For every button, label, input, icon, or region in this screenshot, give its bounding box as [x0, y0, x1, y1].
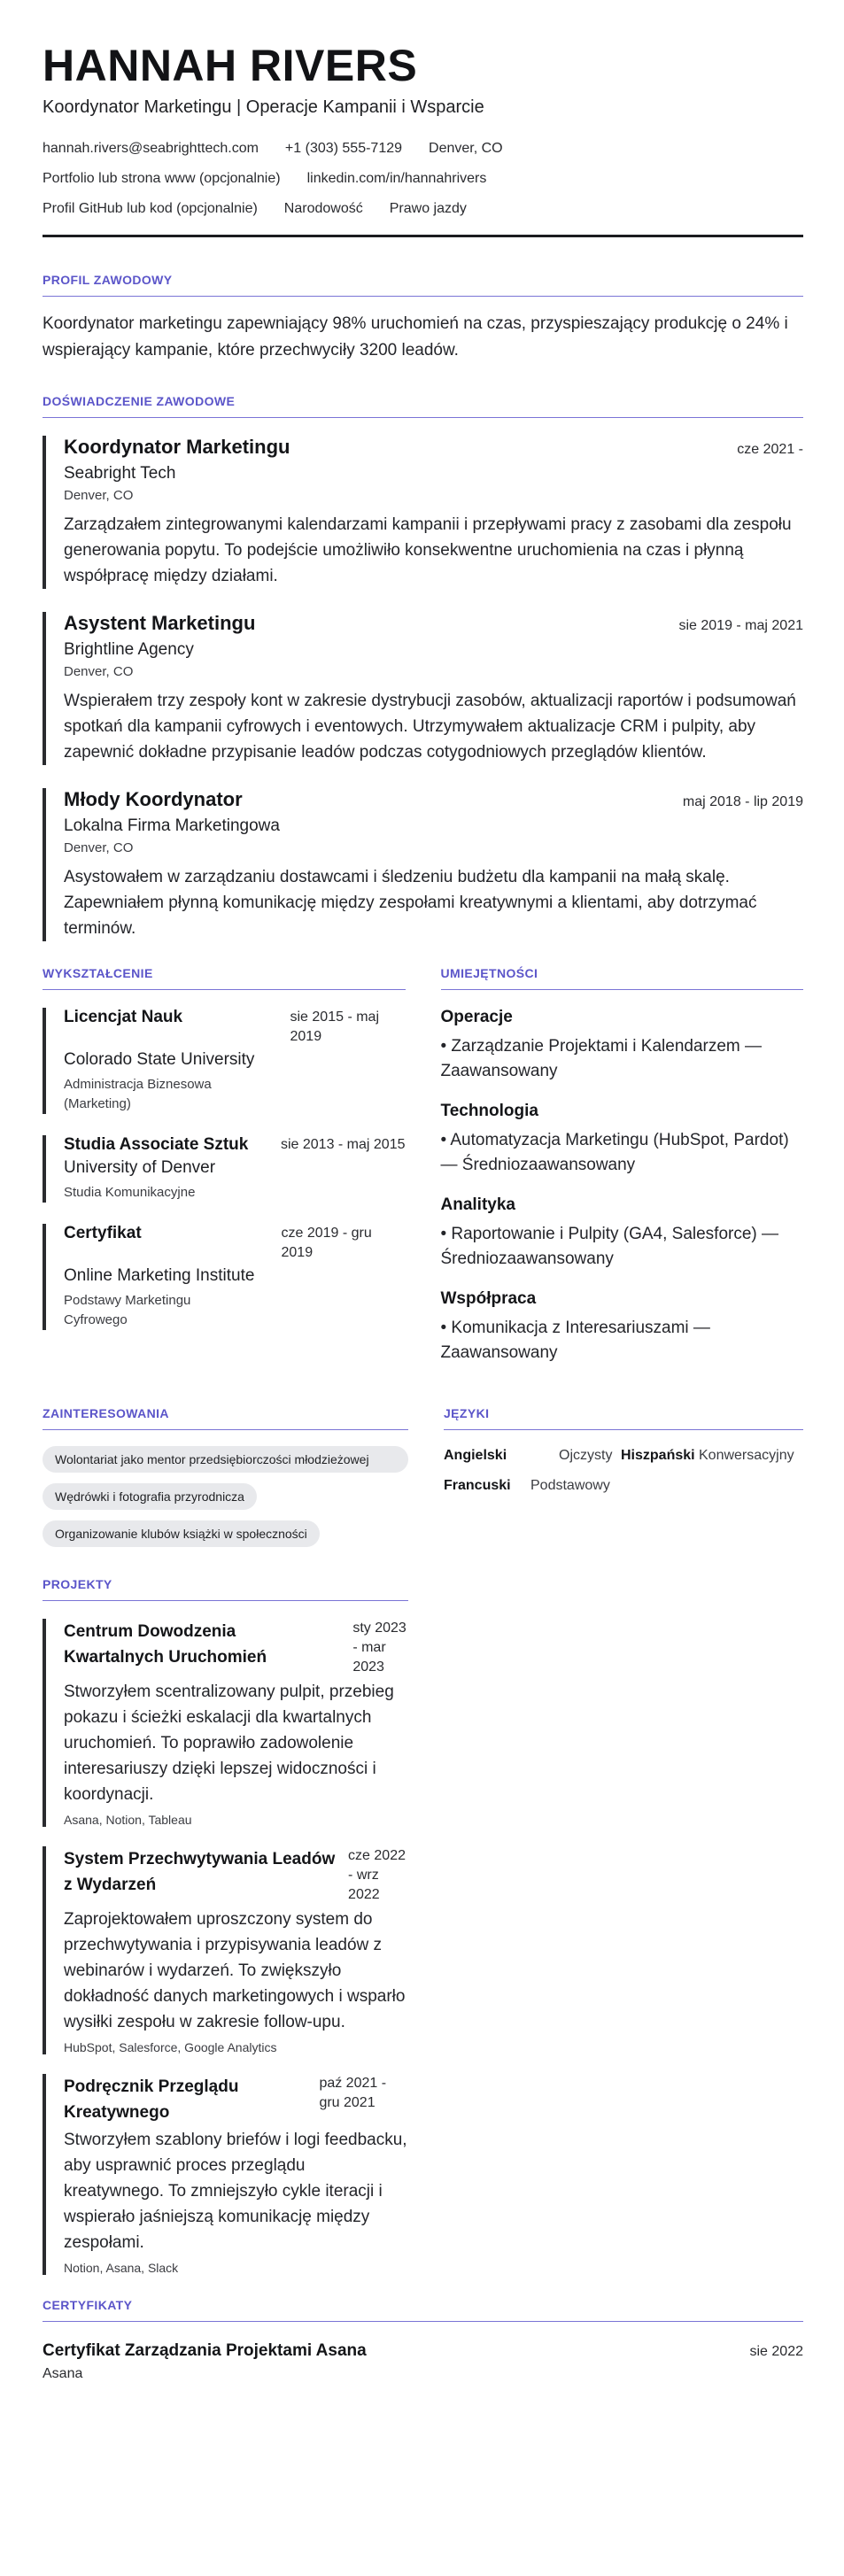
experience-company: Brightline Agency — [64, 640, 194, 659]
skill-category: Współpraca — [440, 1289, 537, 1308]
experience-location: Denver, CO — [64, 840, 134, 855]
projects-section — [43, 1577, 408, 2275]
education-entry — [43, 1008, 406, 1114]
contact-license: Prawo jazdy — [389, 201, 467, 216]
contact-nationality: Narodowość — [283, 201, 363, 216]
project-tools: Notion, Asana, Slack — [64, 2261, 179, 2275]
skill-category: Operacje — [440, 1008, 513, 1026]
section-title-certifications: CERTYFIKATY — [43, 2298, 803, 2322]
contact-email[interactable]: hannah.rivers@seabrighttech.com — [43, 141, 259, 156]
education-degree: Studia Associate Sztuk — [64, 1135, 249, 1154]
experience-description: Asystowałem w zarządzaniu dostawcami i śledzeniu budżetu dla kampanii na małą skalę. Zapewniałem płynną komunikację między zespołami kreatywnymi a klientami, aby dotrzymać terminów. — [64, 868, 757, 938]
contact-row-extra — [43, 194, 803, 224]
education-field: Podstawy Marketingu Cyfrowego — [64, 1293, 191, 1327]
contact-row-primary — [43, 134, 803, 164]
project-description: Stworzyłem szablony briefów i logi feedbacku, aby usprawnić proces przeglądu kreatywnego. To zmniejszyło cykle iteracji i wspierało jaśniejszą komunikację między zespołami. — [64, 2131, 407, 2252]
education-degree: Certyfikat — [64, 1224, 142, 1242]
language-level: Konwersacyjny — [699, 1448, 794, 1463]
project-description: Zaprojektowałem uproszczony system do przechwytywania i przypisywania leadów z webinarów i wydarzeń. To zwiększyło dokładność danych marketingowych i wsparło wysiłki zespołu w zakresie follow-upu. — [64, 1910, 406, 2031]
education-degree: Licencjat Nauk — [64, 1008, 183, 1026]
section-title-projects: PROJEKTY — [43, 1577, 408, 1601]
skill-item: • Komunikacja z Interesariuszami — Zaawansowany — [440, 1319, 710, 1362]
skill-item: • Zarządzanie Projektami i Kalendarzem — Zaawansowany — [440, 1037, 763, 1080]
contact-phone[interactable]: +1 (303) 555-7129 — [284, 141, 403, 156]
skill-group — [441, 1008, 804, 1084]
experience-role: Młody Koordynator — [64, 788, 243, 810]
section-title-interests: ZAINTERESOWANIA — [43, 1406, 408, 1430]
contact-linkedin[interactable]: linkedin.com/in/hannahrivers — [306, 171, 487, 186]
education-entry — [43, 1224, 406, 1330]
interest-chip: Wędrówki i fotografia przyrodnicza — [43, 1483, 257, 1510]
skills-section — [441, 966, 804, 1383]
project-entry — [43, 1619, 408, 1827]
experience-company: Lokalna Firma Marketingowa — [64, 816, 280, 835]
education-date: sie 2013 - maj 2015 — [280, 1137, 406, 1152]
experience-entry — [43, 436, 803, 589]
certification-issuer: Asana — [43, 2366, 83, 2381]
experience-role: Koordynator Marketingu — [64, 436, 290, 458]
section-title-profile: PROFIL ZAWODOWY — [43, 273, 803, 297]
skill-group — [441, 1195, 804, 1272]
section-title-languages: JĘZYKI — [444, 1406, 803, 1430]
interest-chip: Organizowanie klubów książki w społeczności — [43, 1520, 320, 1547]
resume-header — [43, 41, 803, 237]
header-divider — [43, 235, 803, 237]
interest-chip: Wolontariat jako mentor przedsiębiorczości młodzieżowej — [43, 1446, 408, 1473]
interests-languages-row — [43, 1406, 803, 1547]
interests-section — [43, 1406, 408, 1547]
education-date: sie 2015 - maj 2019 — [290, 1010, 379, 1044]
experience-date: sie 2019 - maj 2021 — [678, 618, 803, 633]
experience-entry — [43, 788, 803, 941]
skill-category: Technologia — [440, 1102, 538, 1120]
experience-section — [43, 394, 803, 941]
language-name: Angielski — [444, 1448, 507, 1463]
languages-list — [444, 1448, 803, 1494]
education-school: University of Denver — [64, 1158, 216, 1177]
language-name: Hiszpański — [621, 1448, 695, 1463]
language-level: Podstawowy — [530, 1478, 610, 1493]
contact-portfolio[interactable]: Portfolio lub strona www (opcjonalnie) — [43, 171, 281, 186]
project-date: cze 2022 - wrz 2022 — [348, 1848, 406, 1902]
experience-date: cze 2021 - — [737, 442, 803, 457]
certification-date: sie 2022 — [749, 2344, 803, 2359]
skill-category: Analityka — [440, 1195, 515, 1214]
project-name: Centrum Dowodzenia Kwartalnych Uruchomień — [64, 1622, 267, 1667]
language-level: Ojczysty — [559, 1448, 613, 1463]
skill-item: • Raportowanie i Pulpity (GA4, Salesforce) — Średniozaawansowany — [440, 1225, 779, 1268]
education-skills-row — [43, 966, 803, 1383]
project-entry — [43, 2074, 408, 2275]
candidate-name: HANNAH RIVERS — [43, 41, 418, 90]
section-title-skills: UMIEJĘTNOŚCI — [441, 966, 804, 990]
experience-company: Seabright Tech — [64, 464, 176, 483]
education-field: Studia Komunikacyjne — [64, 1185, 196, 1200]
certifications-section — [43, 2298, 803, 2382]
project-description: Stworzyłem scentralizowany pulpit, przebieg pokazu i ścieżki eskalacji dla kwartalnych uruchomień. To poprawiło zadowolenie interesariuszy dzięki lepszej widoczności i koordynacji. — [64, 1683, 394, 1804]
project-name: System Przechwytywania Leadów z Wydarzeń — [64, 1850, 336, 1894]
languages-section — [444, 1406, 803, 1547]
profile-summary: Koordynator marketingu zapewniający 98% uruchomień na czas, przyspieszający produkcję o 24% i wspierający kampanie, które przechwyciły 3200 leadów. — [43, 314, 788, 360]
project-date: paź 2021 - gru 2021 — [319, 2076, 387, 2110]
experience-location: Denver, CO — [64, 664, 134, 679]
experience-description: Zarządzałem zintegrowanymi kalendarzami kampanii i przepływami pracy z zasobami dla zespołu generowania popytu. To podejście umożliwiło konsekwentne uruchomienia na czas i płynną współpracę między działami. — [64, 515, 792, 585]
interest-chips — [43, 1446, 408, 1547]
project-name: Podręcznik Przeglądu Kreatywnego — [64, 2077, 239, 2122]
education-school: Colorado State University — [64, 1050, 255, 1069]
experience-date: maj 2018 - lip 2019 — [682, 794, 803, 809]
experience-role: Asystent Marketingu — [64, 612, 256, 634]
project-tools: HubSpot, Salesforce, Google Analytics — [64, 2040, 277, 2054]
contact-row-links — [43, 164, 803, 194]
skill-group — [441, 1102, 804, 1178]
skill-group — [441, 1289, 804, 1365]
contact-github[interactable]: Profil GitHub lub kod (opcjonalnie) — [43, 201, 258, 216]
section-title-experience: DOŚWIADCZENIE ZAWODOWE — [43, 394, 803, 418]
project-entry — [43, 1846, 408, 2054]
experience-description: Wspierałem trzy zespoły kont w zakresie dystrybucji zasobów, aktualizacji raportów i podsumowań spotkań dla kampanii cyfrowych i eventowych. Utrzymywałem aktualizacje CRM i pulpity, aby zapewnić dokładne przypisanie leadów podczas cotygodniowych przeglądów klientów. — [64, 692, 796, 762]
education-section — [43, 966, 406, 1383]
education-school: Online Marketing Institute — [64, 1266, 255, 1285]
experience-location: Denver, CO — [64, 488, 134, 503]
certification-entry — [43, 2341, 803, 2382]
contact-location: Denver, CO — [429, 141, 503, 156]
skill-item: • Automatyzacja Marketingu (HubSpot, Pardot) — Średniozaawansowany — [440, 1131, 789, 1174]
certification-name: Certyfikat Zarządzania Projektami Asana — [43, 2341, 367, 2360]
experience-entry — [43, 612, 803, 765]
education-field: Administracja Biznesowa (Marketing) — [64, 1077, 212, 1111]
candidate-tagline: Koordynator Marketingu | Operacje Kampanii i Wsparcie — [43, 97, 484, 117]
section-title-education: WYKSZTAŁCENIE — [43, 966, 406, 990]
education-date: cze 2019 - gru 2019 — [281, 1226, 372, 1260]
language-name: Francuski — [444, 1478, 511, 1493]
education-entry — [43, 1135, 406, 1203]
project-date: sty 2023 - mar 2023 — [352, 1621, 407, 1675]
profile-section — [43, 273, 803, 364]
project-tools: Asana, Notion, Tableau — [64, 1813, 192, 1827]
